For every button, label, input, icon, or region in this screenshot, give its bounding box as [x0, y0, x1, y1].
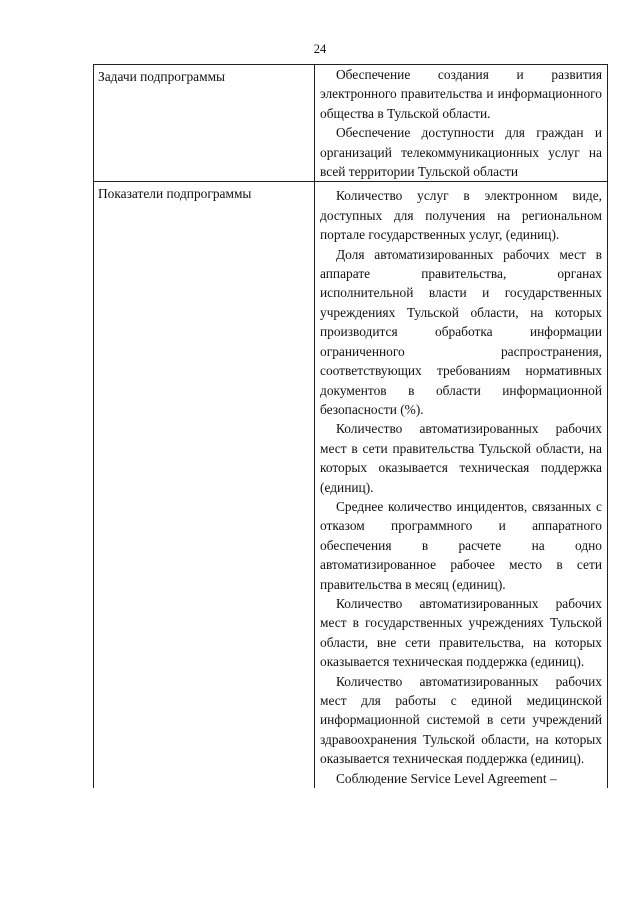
indicator-paragraph: Количество услуг в электронном виде, доступных для получения на региональном портале государственных услуг, (единиц).: [320, 188, 602, 243]
tasks-paragraph: Обеспечение доступности для граждан и организаций телекоммуникационных услуг на всей территории Тульской области: [320, 125, 602, 180]
subprogram-table: [93, 64, 608, 788]
page-number: 24: [313, 42, 327, 56]
row-content-tasks: [315, 65, 608, 182]
row-label-tasks: Задачи подпрограммы: [94, 65, 315, 182]
table-row-tasks: [94, 65, 608, 182]
table-row-indicators: [94, 182, 608, 788]
indicator-paragraph: Количество автоматизированных рабочих мест для работы с единой медицинской информационной системой в сети учреждений здравоохранения Тульской области, на которых оказывается техническая поддержка (единиц).: [320, 673, 602, 767]
indicator-paragraph: Количество автоматизированных рабочих мест в государственных учреждениях Тульской области, вне сети правительства, на которых оказывается техническая поддержка (единиц).: [320, 595, 602, 670]
indicator-paragraph: Доля автоматизированных рабочих мест в аппарате правительства, органах исполнительной власти и государственных учреждениях Тульской области, на которых производится обработка информации ограниченного распространения, соответствующих требованиям нормативных документов в области информационной безопасности (%).: [320, 246, 602, 417]
indicator-paragraph: Соблюдение Service Level Agreement –: [336, 770, 557, 786]
indicator-paragraph: Количество автоматизированных рабочих мест в сети правительства Тульской области, на которых оказывается техническая поддержка (единиц).: [320, 421, 602, 495]
row-label-indicators: Показатели подпрограммы: [94, 182, 315, 788]
indicator-paragraph: Среднее количество инцидентов, связанных с отказом программного и аппаратного обеспечения в расчете на одно автоматизированное рабочее место в сети правительства в месяц (единиц).: [320, 498, 602, 592]
row-content-indicators: [315, 182, 608, 788]
tasks-paragraph: Обеспечение создания и развития электронного правительства и информационного общества в Тульской области.: [320, 67, 602, 121]
